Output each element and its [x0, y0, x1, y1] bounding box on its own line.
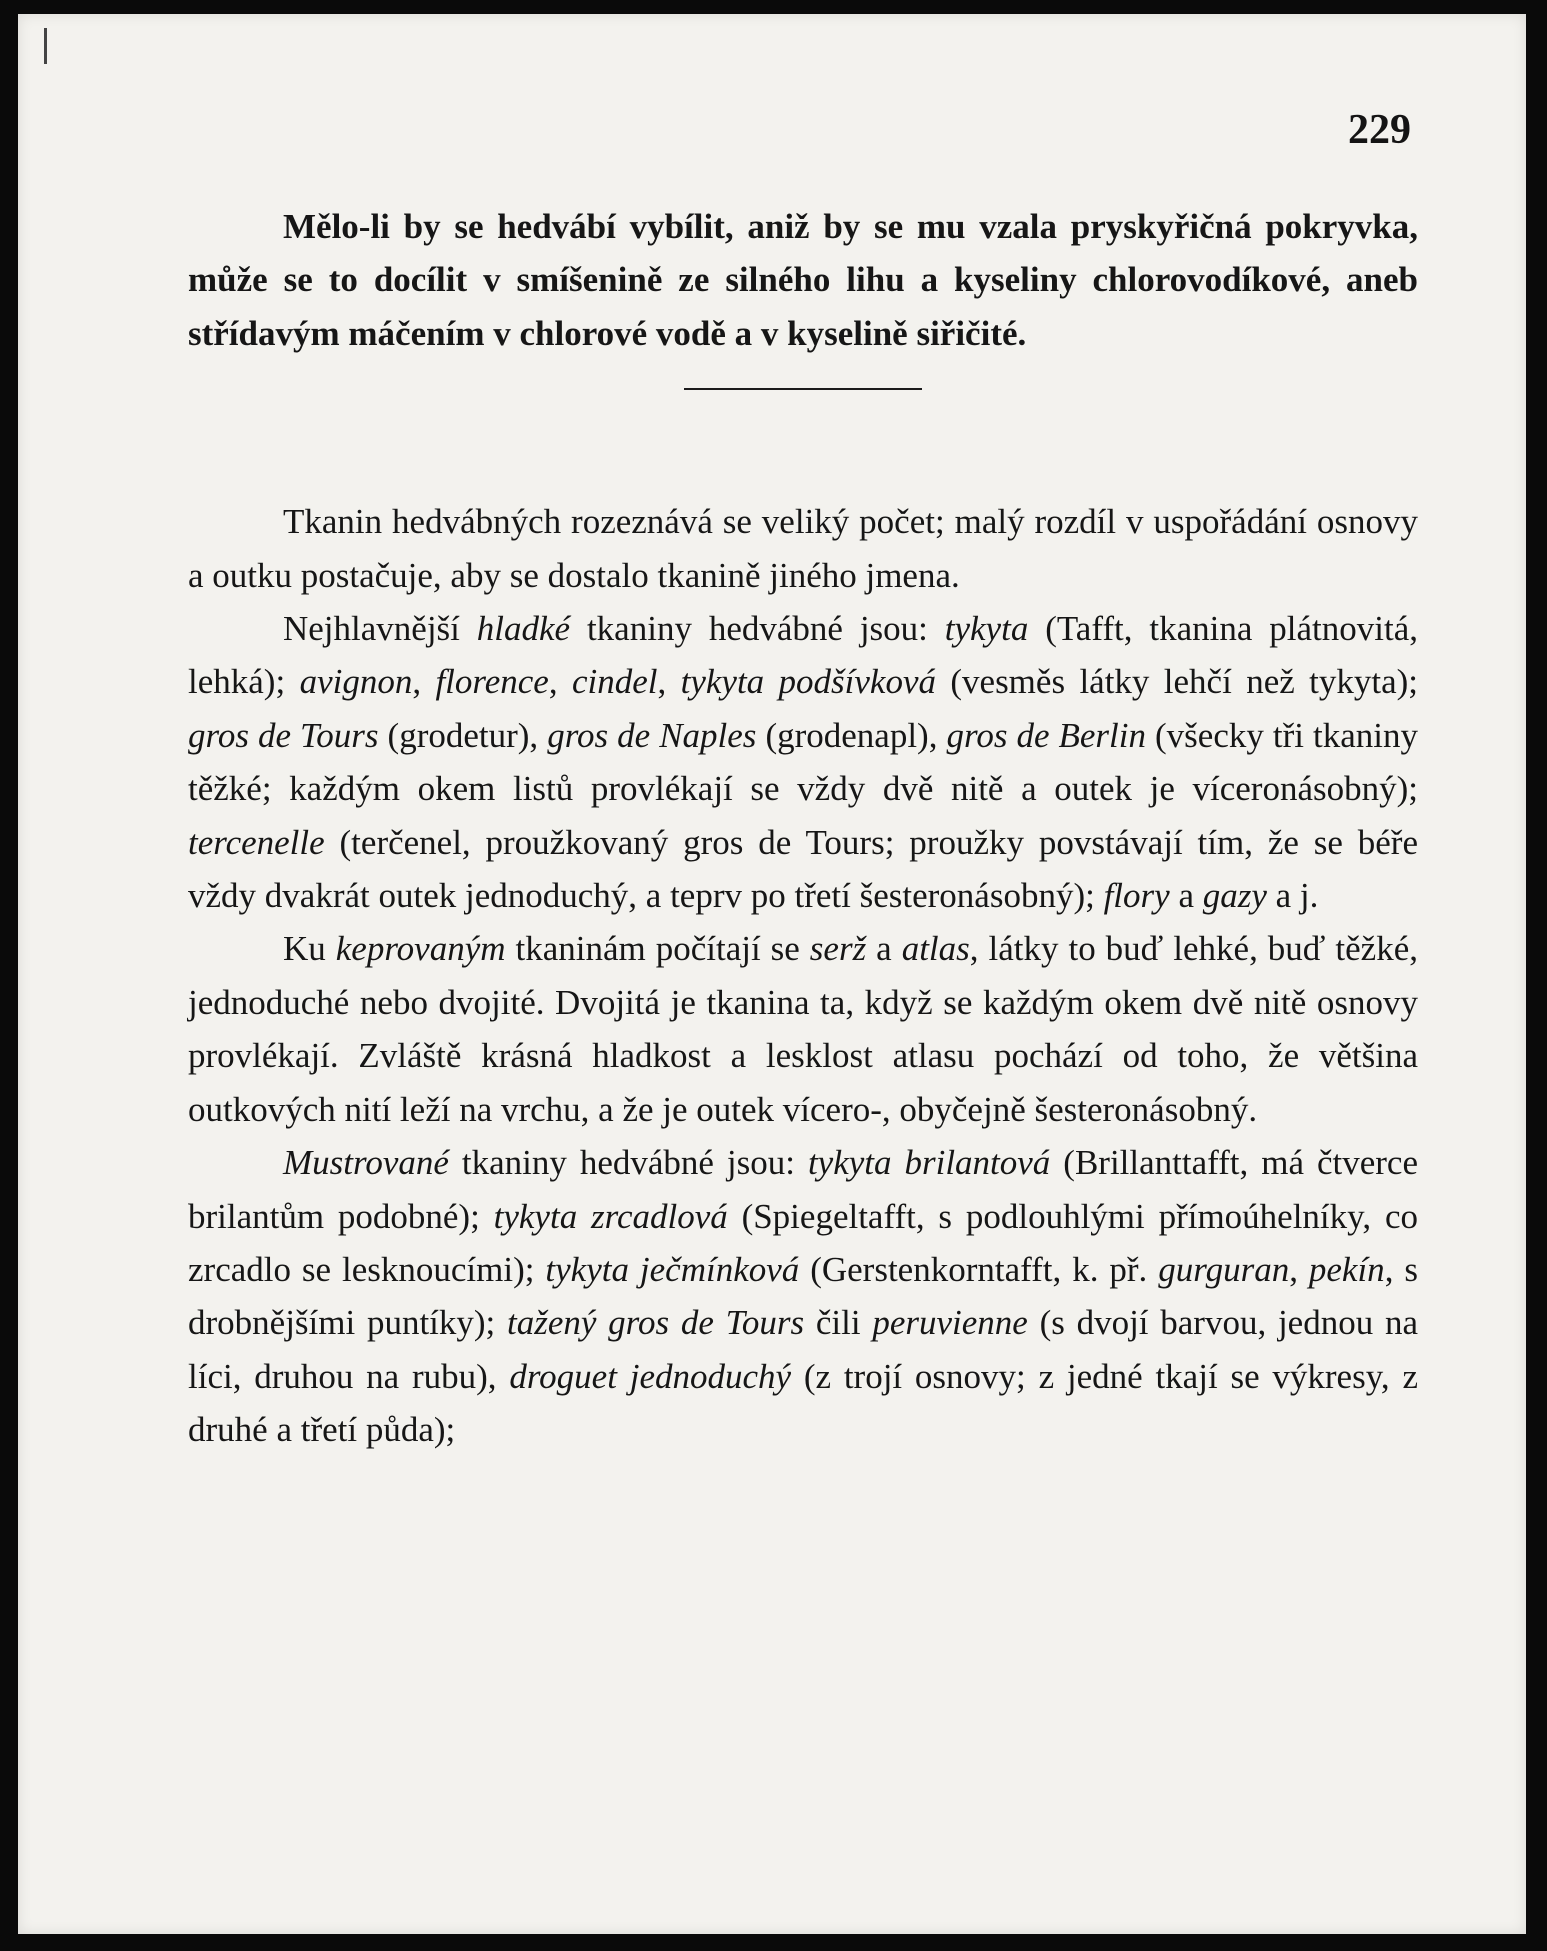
text-run: , — [657, 662, 681, 702]
italic-term: avignon — [299, 662, 413, 702]
italic-term: tykyta podšívková — [680, 662, 936, 702]
italic-term: gros de Naples — [547, 715, 757, 755]
book-page — [18, 14, 1526, 1934]
text-run: (vesměs látky lehčí než tykyta); — [936, 662, 1418, 702]
italic-term: hladké — [476, 609, 571, 649]
paragraph-twill-fabrics — [188, 922, 1418, 1136]
text-run: , — [412, 662, 436, 702]
text-run: a — [1169, 876, 1203, 916]
italic-term: gros de Berlin — [946, 715, 1146, 755]
text-run: a — [866, 929, 902, 969]
text-run: (všecky tři tkaniny těžké; každým okem listů provlékají se vždy dvě nitě a outek je víceronásobný); — [188, 715, 1418, 809]
italic-term: serž — [809, 929, 867, 969]
italic-term: peruvienne — [872, 1303, 1028, 1343]
text-run: Ku — [283, 929, 336, 969]
text-run: (Tafft, tkanina plátnovitá, lehká); — [188, 609, 1418, 702]
text-run: Mělo-li by se hedvábí vybílit, aniž by se mu vzala pryskyřičná pokryvka, může se to docílit v smíšenině ze silného lihu a kyseliny chlorovodíkové, aneb střídavým máčením v chlorové vodě a v kyselině siřičité. — [188, 207, 1418, 353]
italic-term: tykyta zrcadlová — [493, 1196, 728, 1236]
text-run: Tkanin hedvábných rozeznává se veliký počet; malý rozdíl v uspořádání osnovy a outku postačuje, aby se dostalo tkanině jiného jmena. — [188, 502, 1418, 595]
text-run: (Gerstenkorntafft, k. př. — [799, 1249, 1159, 1289]
text-run: a j. — [1266, 876, 1319, 916]
page-edge-mark — [44, 28, 47, 64]
text-run: , s drobnějšími puntíky); — [188, 1249, 1418, 1343]
text-run: Nejhlavnější — [283, 609, 477, 649]
text-run: čili — [804, 1303, 873, 1343]
italic-term: tažený gros de Tours — [507, 1303, 805, 1343]
text-run: , — [548, 662, 572, 702]
text-run: (s dvojí barvou, jednou na líci, druhou na rubu), — [188, 1303, 1418, 1396]
text-run: (grodetur), — [378, 715, 548, 755]
section-divider — [684, 388, 922, 390]
paragraph-smooth-fabrics — [188, 602, 1418, 922]
italic-term: droguet jednoduchý — [509, 1356, 792, 1396]
italic-term: gazy — [1202, 876, 1267, 916]
text-run: tkaniny hedvábné jsou: — [448, 1143, 808, 1183]
italic-term: flory — [1103, 876, 1170, 916]
italic-term: Mustrované — [283, 1143, 449, 1183]
italic-term: gurguran — [1158, 1249, 1290, 1289]
italic-term: gros de Tours — [188, 715, 379, 755]
text-run: , látky to buď lehké, buď těžké, jednoduché nebo dvojité. Dvojitá je tkanina ta, když se každým okem dvě nitě osnovy provlékají. Zvláště krásná hladkost a lesklost atlasu pochází od toho, že většina outkových nití leží na vrchu, a že je outek vícero-, obyčejně šesteronásobný. — [188, 929, 1418, 1129]
italic-term: tykyta brilantová — [807, 1143, 1051, 1183]
page-number: 229 — [1348, 107, 1411, 153]
text-run: (grodenapl), — [756, 715, 947, 755]
italic-term: pekín — [1308, 1249, 1385, 1289]
italic-term: keprovaným — [335, 929, 506, 969]
paragraph-bleaching — [188, 200, 1418, 360]
text-run: tkaniny hedvábné jsou: — [570, 609, 945, 649]
italic-term: tercenelle — [188, 822, 325, 862]
italic-term: tykyta ječmínková — [545, 1249, 800, 1289]
text-run: (z trojí osnovy; z jedné tkají se výkresy, z druhé a třetí půda); — [188, 1356, 1418, 1450]
body-text — [188, 200, 1418, 1457]
text-run: (terčenel, proužkovaný gros de Tours; proužky povstávají tím, že se béře vždy dvakrát outek jednoduchý, a teprv po třetí šesteronásobný); — [188, 822, 1418, 916]
text-run: , — [1289, 1249, 1309, 1289]
italic-term: atlas — [901, 929, 970, 969]
text-run: (Brillanttafft, má čtverce brilantům podobné); — [188, 1143, 1418, 1236]
italic-term: florence — [435, 662, 549, 702]
italic-term: tykyta — [944, 609, 1029, 649]
italic-term: cindel — [571, 662, 658, 702]
text-run: (Spiegeltafft, s podlouhlými přímoúhelníky, co zrcadlo se lesknoucími); — [188, 1196, 1418, 1289]
text-run: tkaninám počítají se — [505, 929, 810, 969]
paragraph-patterned-fabrics — [188, 1136, 1418, 1456]
paragraph-silk-fabrics-intro — [188, 495, 1418, 602]
